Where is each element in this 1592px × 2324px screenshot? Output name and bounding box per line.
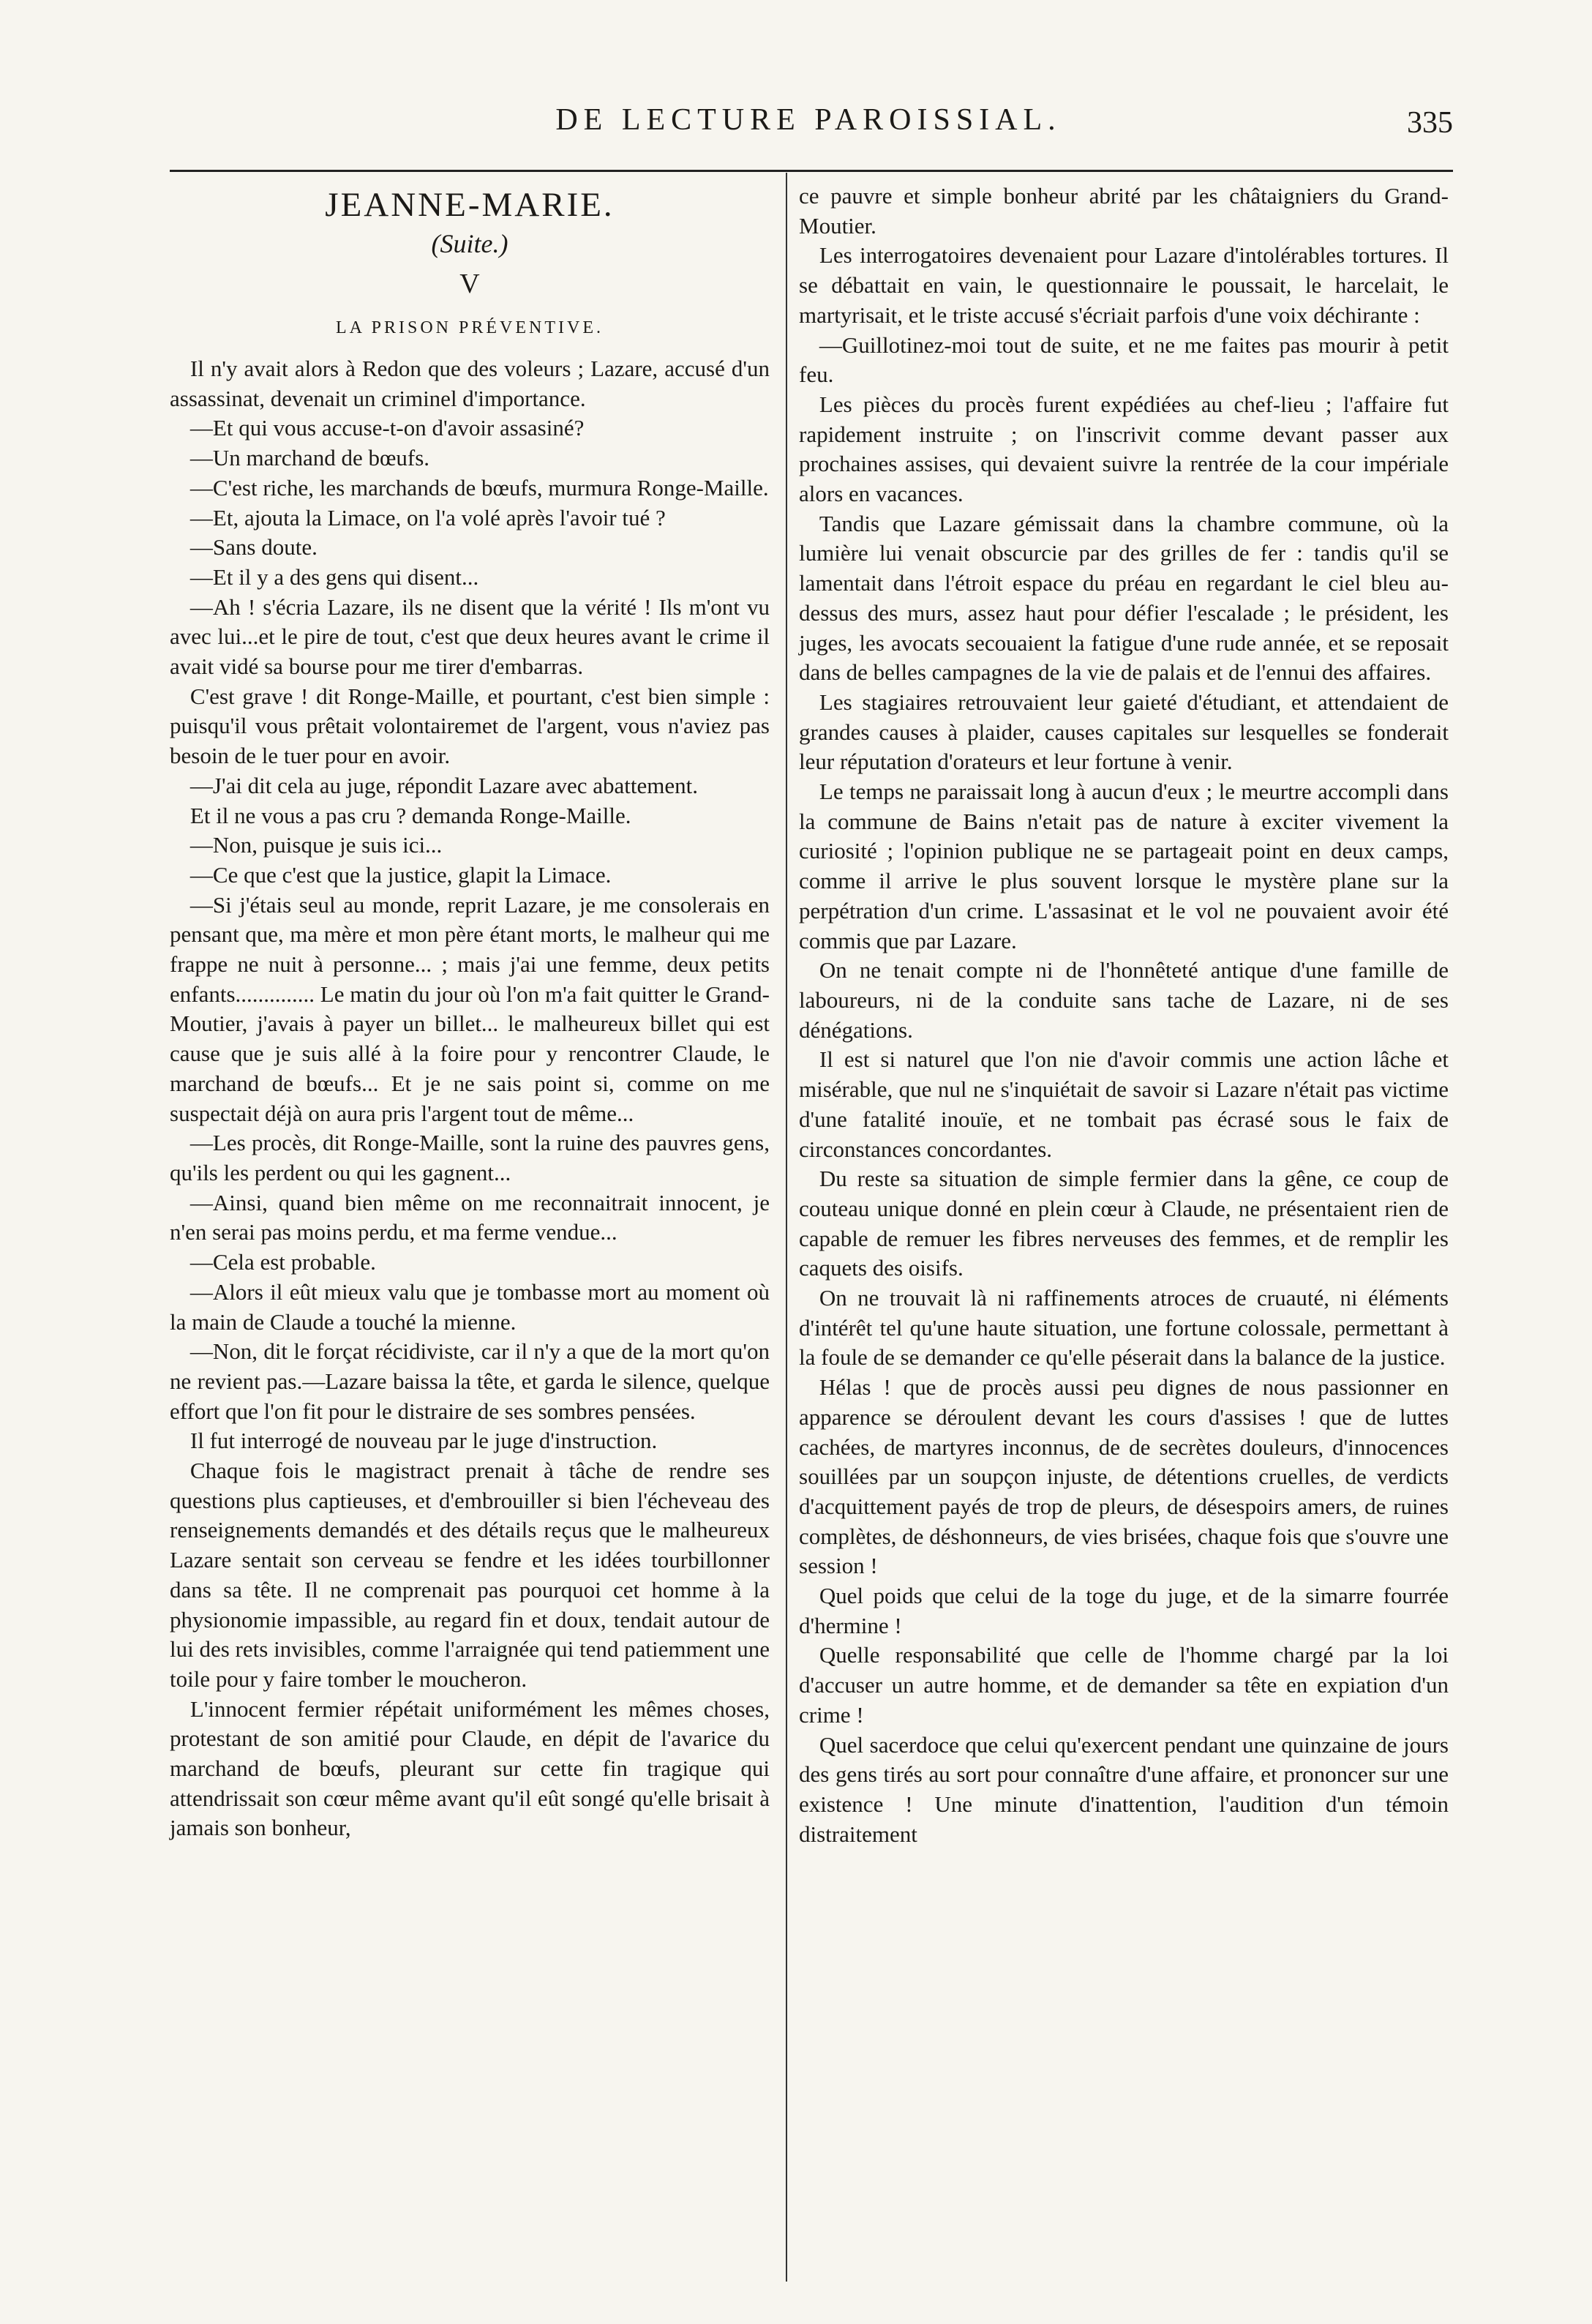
article-title: JEANNE-MARIE. xyxy=(325,186,615,224)
right-column xyxy=(799,181,1449,1849)
paragraph: Les stagiaires retrouvaient leur gaieté d'étudiant, et attendaient de grandes causes à plaider, causes capitales sur lesquelles se fonderait leur réputation d'orateurs et leur fortune à venir. xyxy=(799,689,1449,775)
paragraph: Les pièces du procès furent expédiées au chef-lieu ; l'affaire fut rapidement instruite ; on l'inscrivit comme devant passer aux prochaines assises, qui devaient suivre la rentrée de la cour impériale alors en vacances. xyxy=(799,391,1449,507)
chapter-title: LA PRISON PRÉVENTIVE. xyxy=(335,318,604,337)
paragraph: —Non, puisque je suis ici... xyxy=(189,832,443,858)
article-subtitle: (Suite.) xyxy=(431,229,508,258)
paragraph: Du reste sa situation de simple fermier dans la gêne, ce coup de couteau unique donné en plein cœur à Claude, ne présentaient rien de capable de remuer les fibres nerveuses des femmes, et de remplir les caquets des oisifs. xyxy=(799,1166,1449,1281)
paragraph: —Un marchand de bœufs. xyxy=(189,445,430,471)
column-divider xyxy=(786,173,787,2282)
paragraph: Et il ne vous a pas cru ? demanda Ronge-Maille. xyxy=(189,802,631,828)
header-rule xyxy=(170,170,1453,172)
paragraph: —Et qui vous accuse-t-on d'avoir assasiné? xyxy=(189,415,585,441)
paragraph: —Guillotinez-moi tout de suite, et ne me faites pas mourir à petit feu. xyxy=(799,331,1449,388)
paragraph: Quelle responsabilité que celle de l'homme chargé par la loi d'accuser un autre homme, et de demander sa tête en expiation d'un crime ! xyxy=(799,1642,1449,1728)
paragraph: —Si j'étais seul au monde, reprit Lazare, je me consolerais en pensant que, ma mère et mon père étant morts, le malheur qui me frappe ne nuit à personne... ; mais j'ai une femme, deux petits enfants.............. Le matin du jour où l'on m'a fait quitter le Grand-Moutier, j'avais à payer un billet... le malheureux billet qui est cause que je suis allé à la foire pour y rencontrer Claude, le marchand de bœufs... Et je ne sais point si, comme on me suspectait déjà on aura pris l'argent tout de même... xyxy=(170,891,770,1126)
paragraph: —Ainsi, quand bien même on me reconnaitrait innocent, je n'en serai pas moins perdu, et ma ferme vendue... xyxy=(170,1189,770,1245)
paragraph: Quel sacerdoce que celui qu'exercent pendant une quinzaine de jours des gens tirés au sort pour connaître d'une affaire, et prononcer sur une existence ! Une minute d'inattention, l'audition d'un témoin distraitement xyxy=(799,1731,1449,1847)
running-header: DE LECTURE PAROISSIAL. xyxy=(555,103,1062,137)
paragraph: —Cela est probable. xyxy=(189,1249,376,1275)
paragraph: Chaque fois le magistract prenait à tâche de rendre ses questions plus captieuses, et d'embrouiller si bien l'écheveau des renseignements demandés et des détails reçus que le malheureux Lazare sentait son cerveau se fendre et les idées tourbillonner dans sa tête. Il ne comprenait pas pourquoi cet homme à la physionomie impassible, au regard fin et doux, tendait autour de lui des rets invisibles, comme l'arraignée qui tend patiemment une toile pour y faire tomber le moucheron. xyxy=(170,1458,770,1692)
paragraph: —J'ai dit cela au juge, répondit Lazare avec abattement. xyxy=(189,772,699,798)
right-column-body xyxy=(799,181,1449,1849)
paragraph: L'innocent fermier répétait uniformément les mêmes choses, protestant de son amitié pour Claude, en dépit de l'avarice du marchand de bœufs, pleurant sur cette fin tragique qui attendrissait son cœur même avant qu'il eût songé qu'elle brisait à jamais son bonheur, xyxy=(170,1695,770,1841)
paragraph: —Sans doute. xyxy=(189,534,318,561)
paragraph: —Ce que c'est que la justice, glapit la Limace. xyxy=(189,861,612,888)
paragraph: —Non, dit le forçat récidiviste, car il n'y a que de la mort qu'on ne revient pas.—Lazare baissa la tête, et garda le silence, quelque effort que l'on fit pour le distraire de ses sombres pensées. xyxy=(170,1338,770,1424)
paragraph: On ne trouvait là ni raffinements atroces de cruauté, ni éléments d'intérêt tel qu'une haute situation, une fortune colossale, permettant à la foule de se demander ce qu'elle péserait dans la balance de la justice. xyxy=(799,1285,1449,1371)
paragraph: Quel poids que celui de la toge du juge, et de la simarre fourrée d'hermine ! xyxy=(799,1583,1449,1638)
paragraph: Hélas ! que de procès aussi peu dignes de nous passionner en apparence se déroulent devant les cours d'assises ! que de luttes cachées, de martyres inconnus, de de secrètes douleurs, d'innocences souillées par un soupçon injuste, de détentions cruelles, de verdicts d'acquittement payés de trop de pleurs, de désespoirs amers, de ruines complètes, de déshonneurs, de vies brisées, chaque fois que s'ouvre une session ! xyxy=(799,1374,1449,1579)
paragraph: Il fut interrogé de nouveau par le juge d'instruction. xyxy=(189,1428,658,1454)
left-column-body xyxy=(170,354,770,1843)
paragraph: ce pauvre et simple bonheur abrité par les châtaigniers du Grand-Moutier. xyxy=(799,183,1449,239)
paragraph: —Et, ajouta la Limace, on l'a volé après l'avoir tué ? xyxy=(189,504,666,531)
paragraph: —Les procès, dit Ronge-Maille, sont la ruine des pauvres gens, qu'ils les perdent ou qui les gagnent... xyxy=(170,1130,770,1185)
paragraph: Le temps ne paraissait long à aucun d'eux ; le meurtre accompli dans la commune de Bains n'etait pas de nature à exciter vivement la curiosité ; l'opinion publique ne se partageait point en deux camps, comme il arrive le plus souvent lorsque le mystère plane sur la perpétration d'un crime. L'assasinat et le vol ne pouvaient avoir été commis que par Lazare. xyxy=(799,779,1449,953)
chapter-number: V xyxy=(459,269,480,299)
paragraph: Il n'y avait alors à Redon que des voleurs ; Lazare, accusé d'un assassinat, devenait un criminel d'importance. xyxy=(170,356,770,411)
paragraph: On ne tenait compte ni de l'honnêteté antique d'une famille de laboureurs, ni de la conduite sans tache de Lazare, ni de ses dénégations. xyxy=(799,957,1449,1043)
paragraph: —Alors il eût mieux valu que je tombasse mort au moment où la main de Claude a touché la mienne. xyxy=(170,1278,770,1335)
paragraph: —Ah ! s'écria Lazare, ils ne disent que la vérité ! Ils m'ont vu avec lui...et le pire de tout, c'est que deux heures avant le crime il avait vidé sa bourse pour me tirer d'embarras. xyxy=(170,593,770,680)
paragraph: —Et il y a des gens qui disent... xyxy=(189,563,479,590)
paragraph: Les interrogatoires devenaient pour Lazare d'intolérables tortures. Il se débattait en vain, le questionnaire le poussait, le harcelait, le martyrisait, et le triste accusé s'écriait parfois d'une voix déchirante : xyxy=(799,242,1449,328)
paragraph: Il est si naturel que l'on nie d'avoir commis une action lâche et misérable, que nul ne s'inquiétait de savoir si Lazare n'était pas victime d'une fatalité inouïe, et ne tombait pas écrasé sous le faix de circonstances concordantes. xyxy=(799,1046,1449,1162)
paragraph: C'est grave ! dit Ronge-Maille, et pourtant, c'est bien simple : puisqu'il vous prêtait volontairemet de l'argent, vous n'aviez pas besoin de le tuer pour en avoir. xyxy=(170,683,770,769)
page-number: 335 xyxy=(1407,106,1453,140)
paragraph: —C'est riche, les marchands de bœufs, murmura Ronge-Maille. xyxy=(189,474,769,501)
paragraph: Tandis que Lazare gémissait dans la chambre commune, où la lumière lui venait obscurcie par des grilles de fer : tandis qu'il se lamentait dans l'étroit espace du préau en regardant le ciel bleu au-dessus des murs, assez haut pour défier l'escalade ; le président, les juges, les avocats secouaient la fatigue d'une rude année, et se reposait dans de belles campagnes de la vie de palais et de l'ennui des affaires. xyxy=(799,510,1449,686)
left-column xyxy=(170,181,770,1843)
